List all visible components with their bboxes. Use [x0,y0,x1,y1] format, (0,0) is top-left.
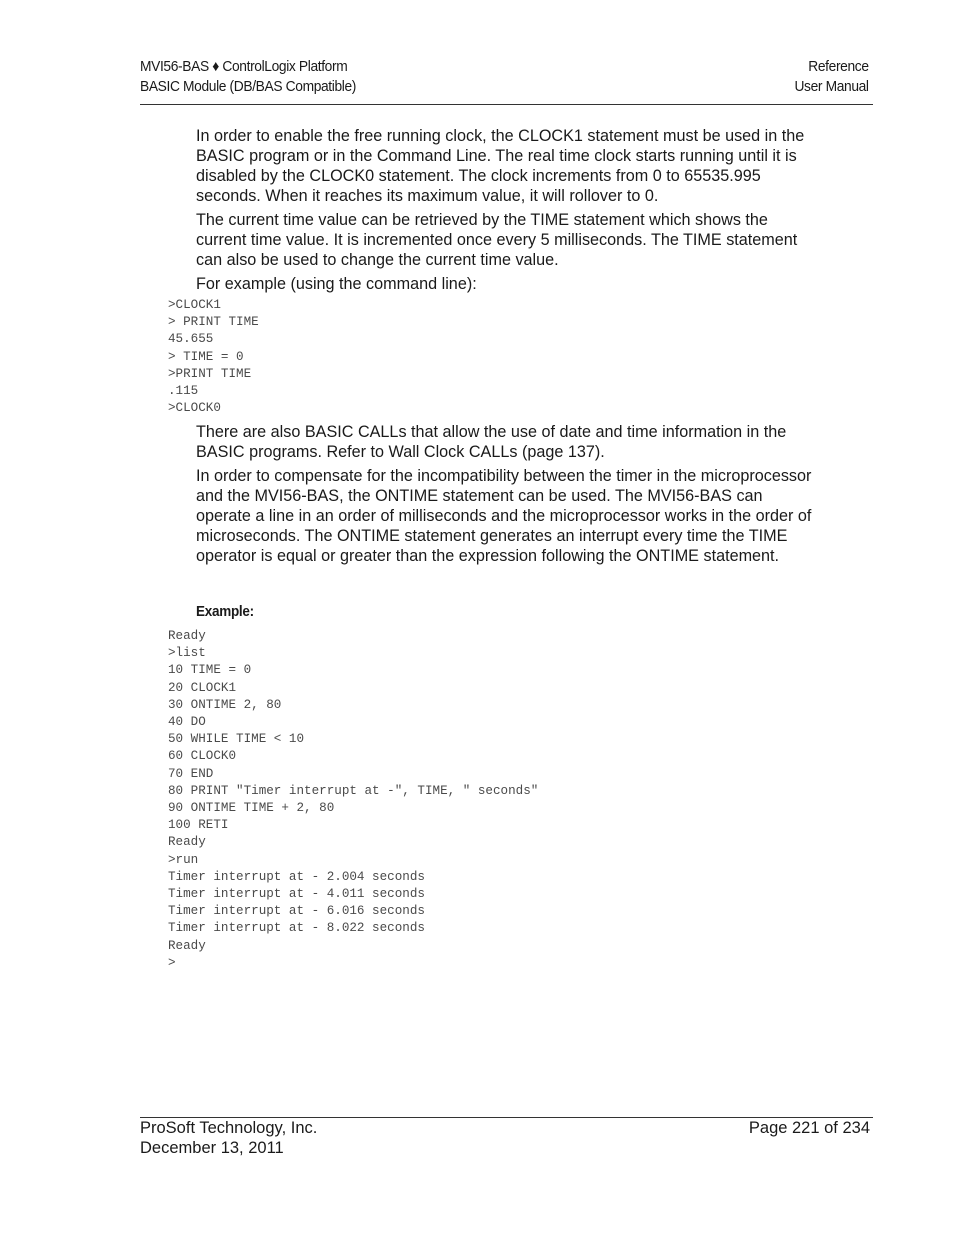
header-left [140,57,356,96]
code-line: Timer interrupt at - 8.022 seconds [168,921,425,936]
section-name: Reference [808,58,869,75]
code-line: 45.655 [168,332,214,347]
code-line: 20 CLOCK1 [168,680,237,695]
paragraph-clock1: In order to enable the free running clock, the CLOCK1 statement must be used in the BASIC program or in the Command Line. The real time clock starts running until it is disabled by the CLOCK0 statement. The clock increments from 0 to 65535.995 seconds. When it reaches its maximum value, it will rollover to 0. [196,127,805,205]
code-line: Timer interrupt at - 2.004 seconds [168,869,425,884]
product-title: MVI56-BAS ♦ ControlLogix Platform [140,58,348,75]
code-line: 10 TIME = 0 [168,663,252,678]
header-right [794,57,868,96]
code-line: .115 [168,384,199,399]
paragraph-example-intro: For example (using the command line): [196,275,477,293]
footer-left [140,1119,317,1158]
code-line: Timer interrupt at - 4.011 seconds [168,887,425,902]
code-line: 40 DO [168,715,206,730]
code-line: Ready [168,938,206,953]
code-line: > [168,955,176,970]
code-line: >CLOCK0 [168,401,221,416]
code-line: 50 WHILE TIME < 10 [168,732,305,747]
header-divider [140,104,873,105]
paragraph-basic-calls: There are also BASIC CALLs that allow the use of date and time information in the BASIC programs. Refer to Wall Clock CALLs (page 137). [196,423,787,461]
code-line: > TIME = 0 [168,349,244,364]
code-block-command-line [168,297,259,417]
code-line: 100 RETI [168,818,229,833]
footer-divider [140,1117,873,1118]
code-line: > PRINT TIME [168,315,259,330]
page-number: Page 221 of 234 [748,1119,870,1137]
code-line: 60 CLOCK0 [168,749,237,764]
paragraph-ontime: In order to compensate for the incompatibility between the timer in the microprocessor and the MVI56-BAS, the ONTIME statement can be used. The MVI56-BAS can operate a line in an order of milliseconds and the microprocessor works in the order of microseconds. The ONTIME statement generates an interrupt every time the TIME operator is equal or greater than the expression following the ONTIME statement. [196,467,812,565]
code-line: Ready [168,629,206,643]
code-line: >list [168,646,206,661]
middle-paragraph-block [196,422,821,566]
product-subtitle: BASIC Module (DB/BAS Compatible) [140,77,357,95]
code-line: >run [168,852,199,867]
code-line: 30 ONTIME 2, 80 [168,697,282,712]
code-line: 70 END [168,766,214,781]
paragraph-time-statement: The current time value can be retrieved by the TIME statement which shows the current time value. It is incremented once every 5 milliseconds. The TIME statement can also be used to change the current time value. [196,211,798,269]
code-line: 90 ONTIME TIME + 2, 80 [168,801,335,816]
code-line: Timer interrupt at - 6.016 seconds [168,904,425,919]
code-line: >CLOCK1 [168,298,221,312]
intro-paragraph-block [196,126,821,294]
company-name: ProSoft Technology, Inc. [140,1119,318,1137]
code-line: 80 PRINT "Timer interrupt at -", TIME, " seconds" [168,783,539,798]
publication-date: December 13, 2011 [140,1138,284,1157]
document-type: User Manual [794,77,869,95]
code-line: >PRINT TIME [168,366,252,381]
code-line: Ready [168,835,206,850]
example-heading: Example: [196,603,254,620]
code-block-example [168,628,538,972]
